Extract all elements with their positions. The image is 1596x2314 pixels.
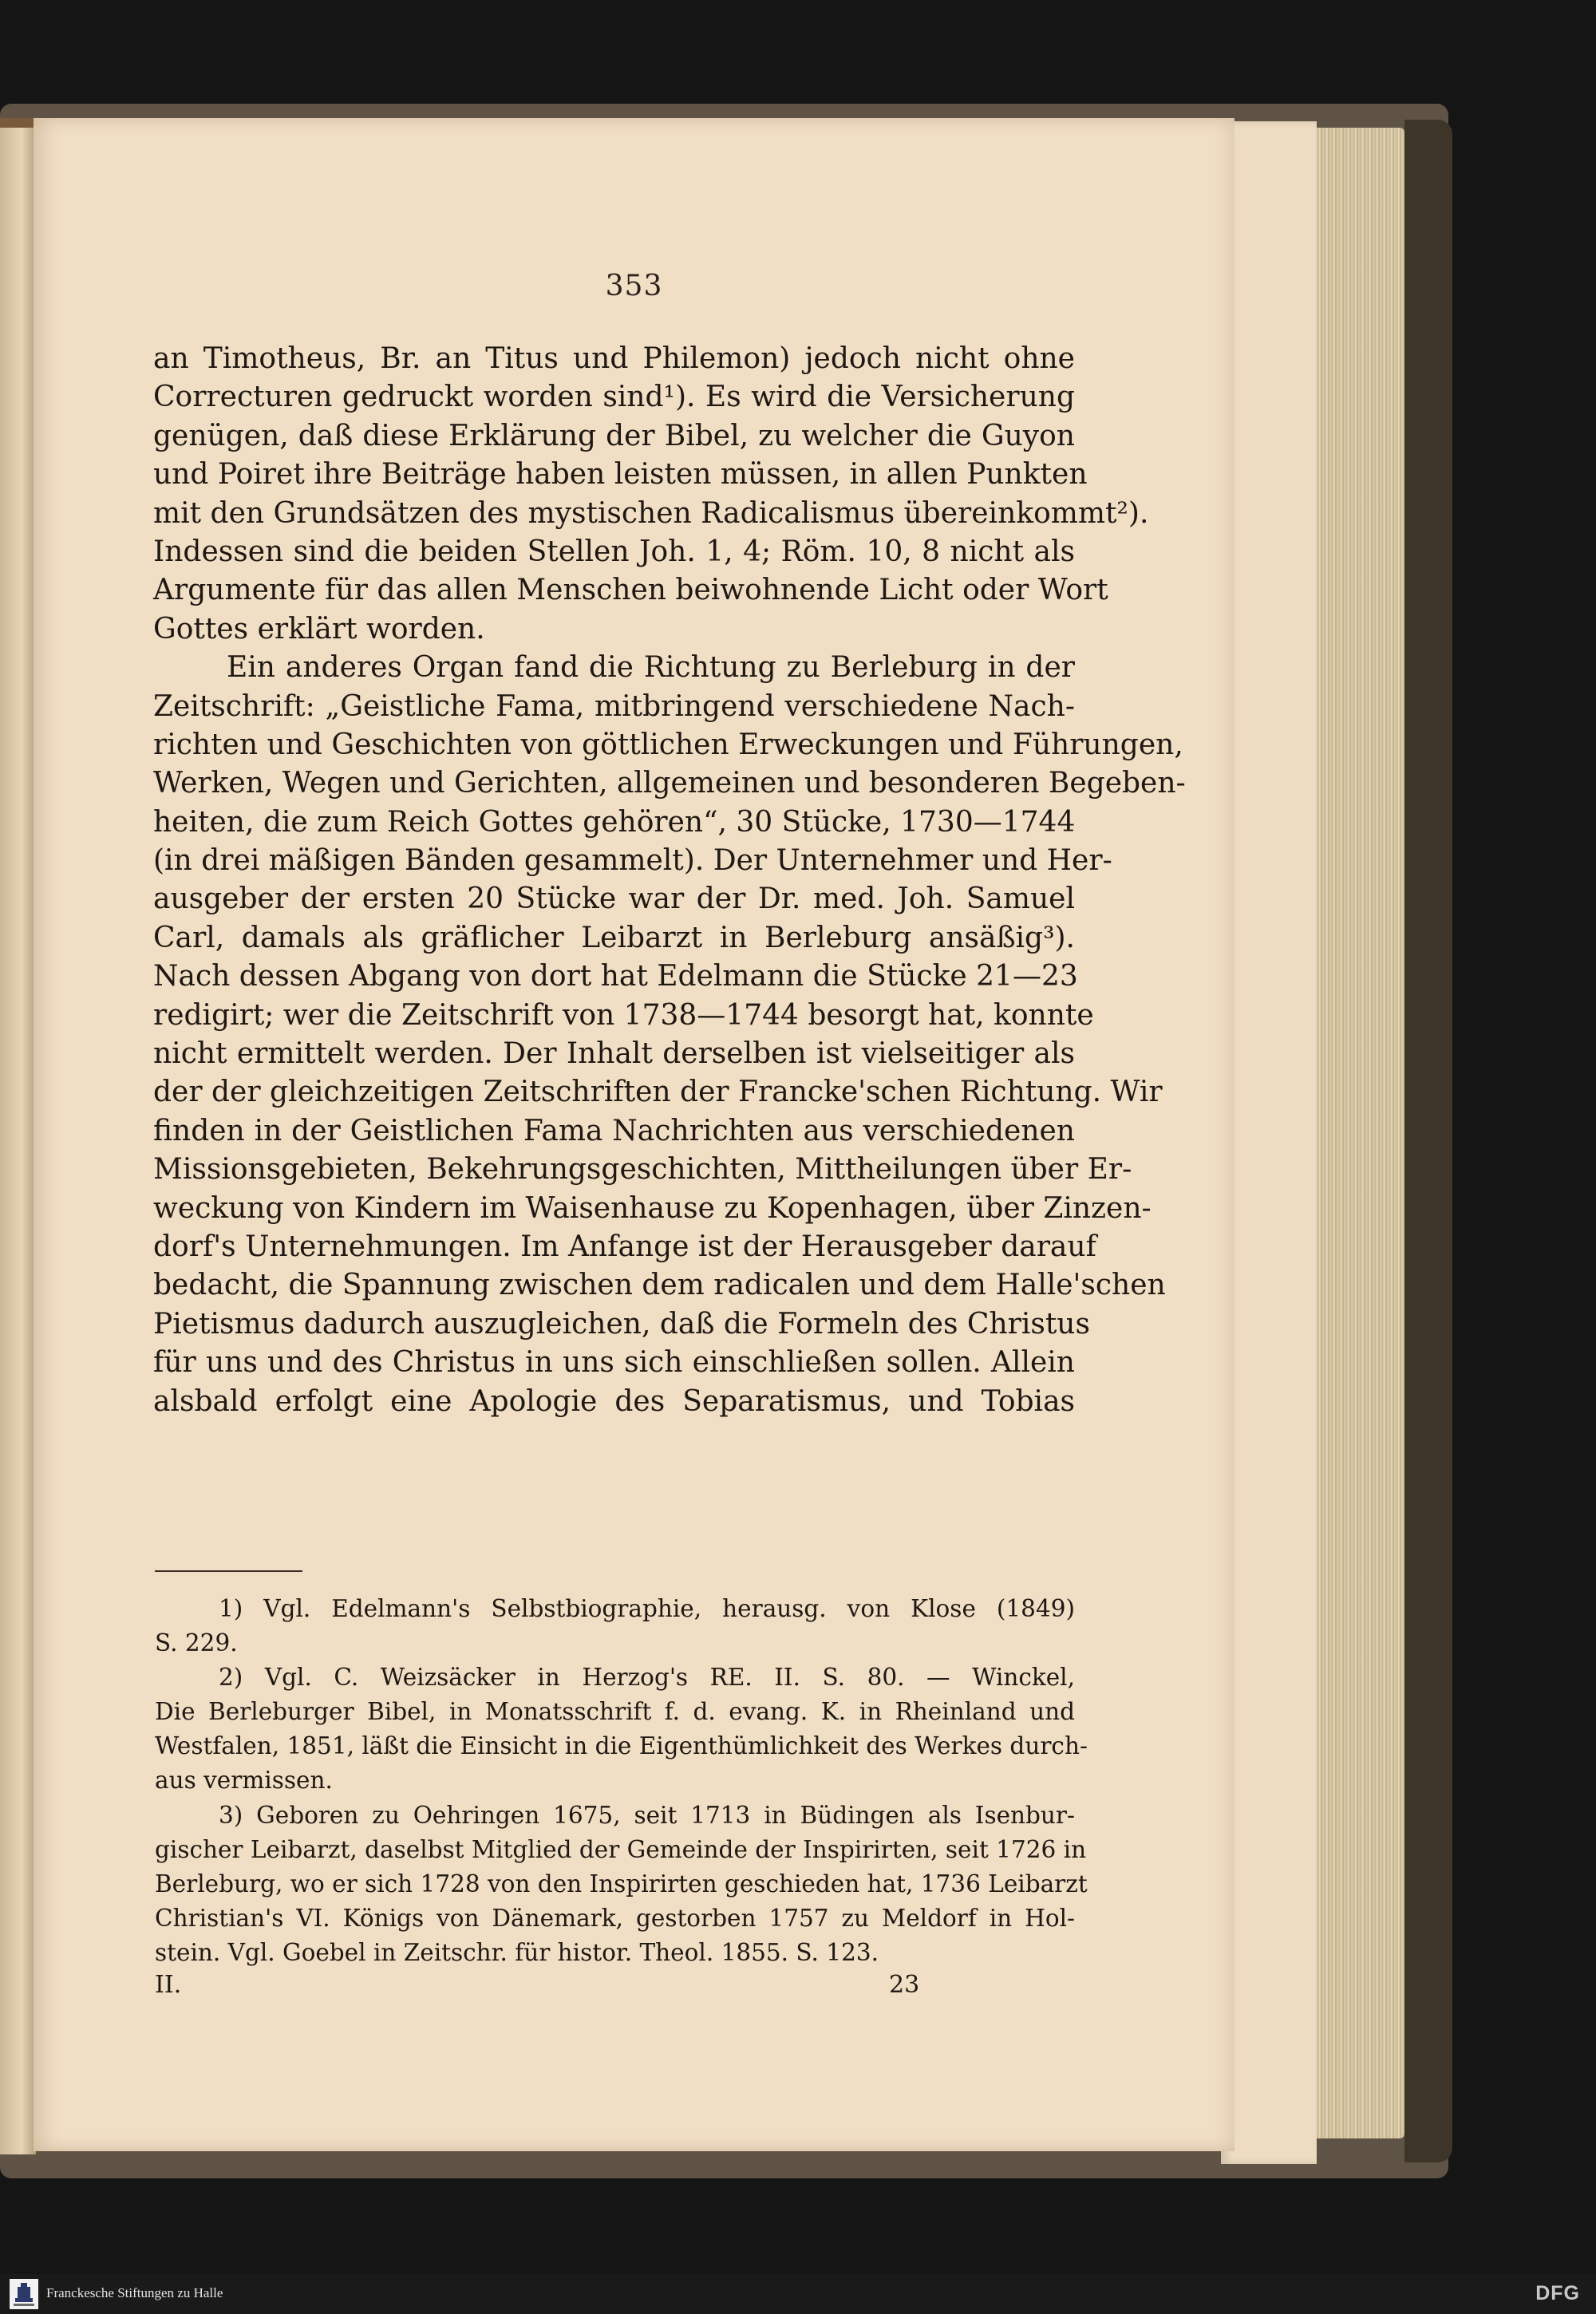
text-line: nicht ermittelt werden. Der Inhalt derselben ist vielseitiger als [153, 1037, 1075, 1071]
page-number: 353 [605, 270, 663, 302]
book-spine-edge [1404, 120, 1452, 2162]
text-line: und Poiret ihre Beiträge haben leisten müssen, in allen Punkten [153, 458, 1088, 492]
footnote-line: gischer Leibarzt, daselbst Mitglied der Gemeinde der Inspirirten, seit 1726 in [155, 1835, 1087, 1863]
text-line: heiten, die zum Reich Gottes gehören“, 30 Stücke, 1730—1744 [153, 805, 1076, 839]
text-line: ausgeber der ersten 20 Stücke war der Dr. med. Joh. Samuel [153, 883, 1075, 916]
text-line: Argumente für das allen Menschen beiwohnende Licht oder Wort [153, 574, 1108, 607]
bookmark-ribbon [0, 118, 34, 128]
footnote-line: Die Berleburger Bibel, in Monatsschrift f. d. evang. K. in Rheinland und [155, 1698, 1075, 1726]
footnote-line: Berleburg, wo er sich 1728 von den Inspirirten geschieden hat, 1736 Leibarzt [155, 1870, 1088, 1897]
gathering-signature: II. [155, 1971, 182, 1999]
text-line: Indessen sind die beiden Stellen Joh. 1, 4; Röm. 10, 8 nicht als [153, 535, 1075, 568]
body-text [153, 340, 1186, 1421]
text-line: Pietismus dadurch auszugleichen, daß die Formeln des Christus [153, 1307, 1090, 1341]
footnotes [155, 1592, 1088, 1970]
text-line: Nach dessen Abgang von dort hat Edelmann die Stücke 21—23 [153, 960, 1078, 993]
footnote-line: 1) Vgl. Edelmann's Selbstbiographie, herausg. von Klose (1849) [219, 1595, 1075, 1622]
sheet-number: 23 [889, 1971, 920, 1999]
text-line: Zeitschrift: „Geistliche Fama, mitbringend verschiedene Nach- [153, 689, 1075, 723]
text-line: richten und Geschichten von göttlichen Erweckungen und Führungen, [153, 728, 1183, 761]
text-line: Missionsgebieten, Bekehrungsgeschichten, Mittheilungen über Er- [153, 1153, 1132, 1187]
text-line: Gottes erklärt worden. [153, 612, 485, 646]
dfg-logo[interactable]: DFG [1535, 2282, 1580, 2304]
text-line: weckung von Kindern im Waisenhause zu Kopenhagen, über Zinzen- [153, 1191, 1152, 1225]
text-line: genügen, daß diese Erklärung der Bibel, zu welcher die Guyon [153, 419, 1075, 452]
footnote-line: 3) Geboren zu Oehringen 1675, seit 1713 in Büdingen als Isenbur- [219, 1801, 1075, 1829]
text-line: redigirt; wer die Zeitschrift von 1738—1744 besorgt hat, konnte [153, 998, 1094, 1032]
text-line: (in drei mäßigen Bänden gesammelt). Der Unternehmer und Her- [153, 844, 1112, 878]
footnote-line: stein. Vgl. Goebel in Zeitschr. für histor. Theol. 1855. S. 123. [155, 1938, 879, 1966]
footnote-line: aus vermissen. [155, 1767, 333, 1795]
text-line: Carl, damals als gräflicher Leibarzt in Berleburg ansäßig³). [153, 921, 1075, 954]
text-line: mit den Grundsätzen des mystischen Radicalismus übereinkommt²). [153, 496, 1149, 530]
text-line: für uns und des Christus in uns sich einschließen sollen. Allein [153, 1346, 1075, 1380]
footnote-line: Westfalen, 1851, läßt die Einsicht in die Eigenthümlichkeit des Werkes durch- [155, 1732, 1088, 1760]
text-line: dorf's Unternehmungen. Im Anfange ist der Herausgeber darauf [153, 1230, 1096, 1263]
footnote-divider [155, 1570, 302, 1572]
viewer-footer [0, 2274, 1596, 2314]
footnote-line: Christian's VI. Königs von Dänemark, gestorben 1757 zu Meldorf in Hol- [155, 1904, 1075, 1932]
franckesche-stiftungen-logo-icon[interactable] [10, 2279, 38, 2309]
text-line: an Timotheus, Br. an Titus und Philemon) jedoch nicht ohne [153, 342, 1075, 375]
footnote-line: 2) Vgl. C. Weizsäcker in Herzog's RE. II. S. 80. — Winckel, [219, 1664, 1075, 1692]
text-line: Ein anderes Organ fand die Richtung zu Berleburg in der [227, 651, 1075, 685]
institution-name[interactable]: Franckesche Stiftungen zu Halle [46, 2285, 223, 2300]
text-line: Werken, Wegen und Gerichten, allgemeinen und besonderen Begeben- [153, 767, 1186, 800]
next-leaf [1221, 121, 1317, 2164]
text-line: bedacht, die Spannung zwischen dem radicalen und dem Halle'schen [153, 1269, 1166, 1302]
text-line: der der gleichzeitigen Zeitschriften der Francke'schen Richtung. Wir [153, 1076, 1163, 1109]
book-page [34, 118, 1235, 2151]
text-line: alsbald erfolgt eine Apologie des Separatismus, und Tobias [153, 1384, 1075, 1418]
text-line: Correcturen gedruckt worden sind¹). Es wird die Versicherung [153, 381, 1075, 414]
footnote-line: S. 229. [155, 1629, 238, 1657]
text-line: finden in der Geistlichen Fama Nachrichten aus verschiedenen [153, 1114, 1075, 1147]
page-edges [1309, 128, 1404, 2138]
signature-row [155, 1971, 1075, 2006]
left-page-edge [0, 120, 36, 2154]
